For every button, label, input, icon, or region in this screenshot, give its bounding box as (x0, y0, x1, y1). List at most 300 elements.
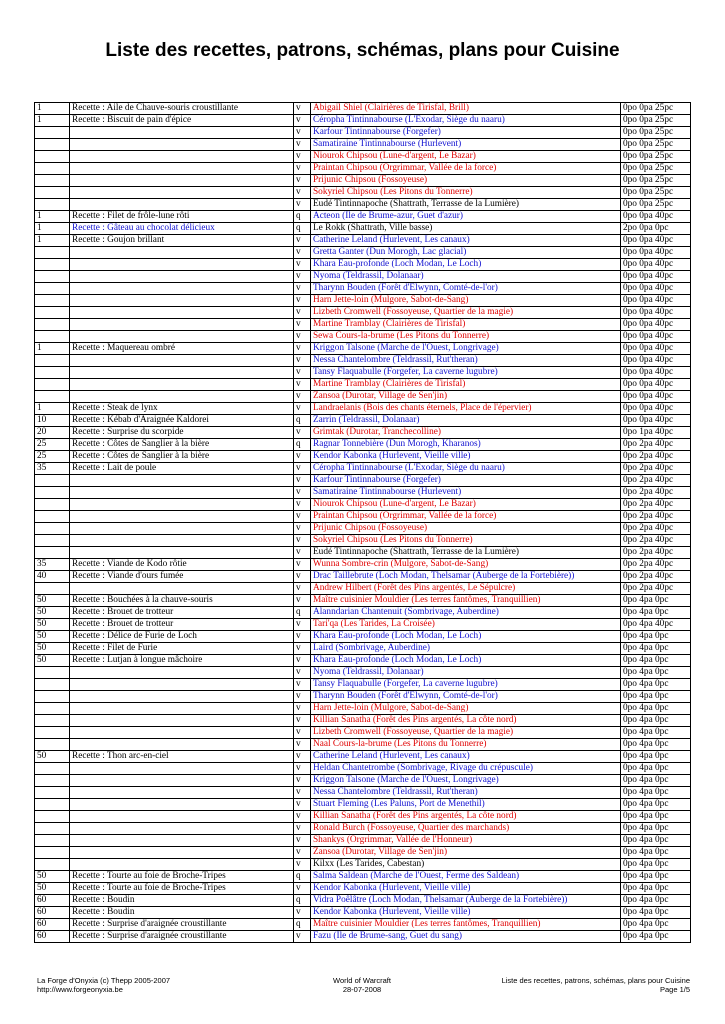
table-row (35, 271, 691, 283)
cell-type: v (294, 775, 311, 787)
table-row (35, 235, 691, 247)
cell-recipe (70, 259, 294, 271)
cell-price: 0po 4pa 0pc (621, 643, 691, 655)
cell-recipe (70, 487, 294, 499)
table-row (35, 643, 691, 655)
cell-recipe (70, 175, 294, 187)
cell-vendor: Martine Tramblay (Clairières de Tirisfal) (311, 319, 621, 331)
cell-level (35, 739, 70, 751)
cell-vendor: Khara Eau-profonde (Loch Modan, Le Loch) (311, 655, 621, 667)
cell-vendor: Landraelanis (Bois des chants éternels, Place de l'épervier) (311, 403, 621, 415)
cell-recipe (70, 151, 294, 163)
cell-type: v (294, 151, 311, 163)
table-row (35, 811, 691, 823)
cell-recipe: Recette : Surprise d'araignée croustillante (70, 919, 294, 931)
cell-type: v (294, 931, 311, 943)
cell-level (35, 175, 70, 187)
table-row (35, 487, 691, 499)
cell-vendor: Nessa Chantelombre (Teldrassil, Rut'theran) (311, 787, 621, 799)
table-row (35, 451, 691, 463)
cell-type: v (294, 139, 311, 151)
cell-recipe (70, 679, 294, 691)
cell-level (35, 703, 70, 715)
cell-price: 0po 4pa 0pc (621, 631, 691, 643)
cell-recipe (70, 811, 294, 823)
cell-recipe: Recette : Biscuit de pain d'épice (70, 115, 294, 127)
cell-level: 25 (35, 451, 70, 463)
cell-level: 35 (35, 559, 70, 571)
cell-recipe: Recette : Côtes de Sanglier à la bière (70, 451, 294, 463)
cell-vendor: Vidra Poêlâtre (Loch Modan, Thelsamar (Auberge de la Fortebière)) (311, 895, 621, 907)
cell-type: v (294, 751, 311, 763)
cell-recipe (70, 763, 294, 775)
cell-type: v (294, 427, 311, 439)
table-row (35, 655, 691, 667)
cell-recipe (70, 715, 294, 727)
table-row (35, 739, 691, 751)
cell-vendor: Zansoa (Durotar, Village de Sen'jin) (311, 391, 621, 403)
table-row (35, 103, 691, 115)
cell-level (35, 139, 70, 151)
cell-price: 0po 0pa 40pc (621, 355, 691, 367)
cell-type: v (294, 571, 311, 583)
cell-price: 0po 2pa 40pc (621, 439, 691, 451)
cell-vendor: Tharynn Bouden (Forêt d'Elwynn, Comté-de-l'or) (311, 283, 621, 295)
cell-price: 0po 4pa 0pc (621, 847, 691, 859)
cell-type: v (294, 283, 311, 295)
cell-recipe (70, 271, 294, 283)
cell-vendor: Lizbeth Cromwell (Fossoyeuse, Quartier de la magie) (311, 727, 621, 739)
cell-price: 0po 2pa 40pc (621, 487, 691, 499)
cell-price: 0po 4pa 0pc (621, 811, 691, 823)
recipe-table (34, 102, 691, 943)
table-row (35, 127, 691, 139)
cell-vendor: Nessa Chantelombre (Teldrassil, Rut'theran) (311, 355, 621, 367)
cell-type: v (294, 511, 311, 523)
cell-vendor: Kendor Kabonka (Hurlevent, Vieille ville) (311, 883, 621, 895)
cell-price: 0po 4pa 0pc (621, 751, 691, 763)
cell-type: v (294, 847, 311, 859)
cell-price: 0po 0pa 25pc (621, 127, 691, 139)
cell-price: 0po 2pa 40pc (621, 451, 691, 463)
cell-price: 0po 4pa 0pc (621, 871, 691, 883)
cell-recipe: Recette : Thon arc-en-ciel (70, 751, 294, 763)
cell-type: v (294, 667, 311, 679)
footer-doc-title: Liste des recettes, patrons, schémas, plans pour Cuisine (501, 976, 690, 985)
cell-level (35, 499, 70, 511)
table-row (35, 559, 691, 571)
cell-level: 1 (35, 235, 70, 247)
cell-type: v (294, 595, 311, 607)
cell-level (35, 679, 70, 691)
cell-type: v (294, 715, 311, 727)
cell-price: 0po 0pa 40pc (621, 367, 691, 379)
cell-type: v (294, 163, 311, 175)
cell-price: 0po 0pa 25pc (621, 103, 691, 115)
cell-level: 10 (35, 415, 70, 427)
cell-type: v (294, 235, 311, 247)
cell-price: 0po 2pa 40pc (621, 535, 691, 547)
cell-vendor: Fazu (Ile de Brume-sang, Guet du sang) (311, 931, 621, 943)
cell-type: q (294, 415, 311, 427)
cell-level (35, 523, 70, 535)
cell-vendor: Kendor Kabonka (Hurlevent, Vieille ville) (311, 907, 621, 919)
cell-price: 0po 1pa 40pc (621, 427, 691, 439)
table-row (35, 763, 691, 775)
cell-recipe (70, 499, 294, 511)
cell-level (35, 199, 70, 211)
table-row (35, 115, 691, 127)
cell-recipe (70, 139, 294, 151)
cell-vendor: Khara Eau-profonde (Loch Modan, Le Loch) (311, 631, 621, 643)
cell-price: 0po 4pa 0pc (621, 595, 691, 607)
table-row (35, 391, 691, 403)
cell-price: 0po 4pa 0pc (621, 691, 691, 703)
cell-vendor: Céropha Tintinnabourse (L'Exodar, Siège du naaru) (311, 463, 621, 475)
cell-price: 0po 4pa 0pc (621, 727, 691, 739)
cell-recipe (70, 847, 294, 859)
cell-type: v (294, 787, 311, 799)
cell-recipe (70, 667, 294, 679)
cell-level (35, 331, 70, 343)
cell-level (35, 163, 70, 175)
cell-type: v (294, 655, 311, 667)
footer-website-link[interactable]: http://www.forgeonyxia.be (37, 984, 123, 994)
cell-vendor: Maître cuisinier Mouldier (Les terres fantômes, Tranquillien) (311, 595, 621, 607)
cell-type: v (294, 115, 311, 127)
cell-price: 0po 2pa 40pc (621, 499, 691, 511)
cell-price: 0po 4pa 0pc (621, 679, 691, 691)
table-row (35, 571, 691, 583)
table-row (35, 367, 691, 379)
cell-recipe (70, 775, 294, 787)
cell-level: 50 (35, 619, 70, 631)
cell-level: 50 (35, 655, 70, 667)
cell-type: v (294, 199, 311, 211)
cell-level: 50 (35, 871, 70, 883)
cell-recipe (70, 391, 294, 403)
cell-type: v (294, 367, 311, 379)
cell-price: 0po 0pa 40pc (621, 343, 691, 355)
cell-type: q (294, 439, 311, 451)
table-row (35, 499, 691, 511)
table-row (35, 871, 691, 883)
cell-price: 0po 4pa 0pc (621, 655, 691, 667)
cell-price: 0po 0pa 25pc (621, 199, 691, 211)
cell-level: 1 (35, 343, 70, 355)
cell-vendor: Catherine Leland (Hurlevent, Les canaux) (311, 751, 621, 763)
cell-price: 0po 2pa 40pc (621, 475, 691, 487)
table-row (35, 427, 691, 439)
cell-vendor: Tansy Flaquabulle (Forgefer, La caverne lugubre) (311, 367, 621, 379)
table-row (35, 715, 691, 727)
table-row (35, 151, 691, 163)
cell-price: 0po 2pa 40pc (621, 571, 691, 583)
cell-price: 0po 0pa 40pc (621, 259, 691, 271)
cell-vendor: Maître cuisinier Mouldier (Les terres fantômes, Tranquillien) (311, 919, 621, 931)
cell-price: 0po 4pa 0pc (621, 883, 691, 895)
cell-vendor: Khara Eau-profonde (Loch Modan, Le Loch) (311, 259, 621, 271)
cell-price: 0po 2pa 40pc (621, 463, 691, 475)
cell-vendor: Laird (Sombrivage, Auberdine) (311, 643, 621, 655)
cell-type: v (294, 739, 311, 751)
cell-recipe: Recette : Aile de Chauve-souris croustillante (70, 103, 294, 115)
cell-price: 0po 0pa 25pc (621, 151, 691, 163)
cell-level (35, 547, 70, 559)
cell-type: v (294, 475, 311, 487)
table-row (35, 679, 691, 691)
cell-type: q (294, 871, 311, 883)
cell-level: 50 (35, 751, 70, 763)
cell-vendor: Acteon (Ile de Brume-azur, Guet d'azur) (311, 211, 621, 223)
cell-level (35, 583, 70, 595)
cell-vendor: Killian Sanatha (Forêt des Pins argentés, La côte nord) (311, 715, 621, 727)
cell-vendor: Kriggon Talsone (Marche de l'Ouest, Longrivage) (311, 775, 621, 787)
table-row (35, 691, 691, 703)
cell-type: v (294, 619, 311, 631)
cell-recipe: Recette : Gâteau au chocolat délicieux (70, 223, 294, 235)
cell-vendor: Nyoma (Teldrassil, Dolanaar) (311, 271, 621, 283)
cell-vendor: Kriggon Talsone (Marche de l'Ouest, Longrivage) (311, 343, 621, 355)
cell-recipe: Recette : Bouchées à la chauve-souris (70, 595, 294, 607)
cell-level: 1 (35, 211, 70, 223)
cell-price: 0po 4pa 0pc (621, 607, 691, 619)
cell-price: 0po 2pa 40pc (621, 511, 691, 523)
cell-level (35, 535, 70, 547)
cell-price: 0po 4pa 40pc (621, 619, 691, 631)
cell-level (35, 355, 70, 367)
cell-recipe (70, 307, 294, 319)
cell-price: 0po 2pa 40pc (621, 547, 691, 559)
cell-type: v (294, 799, 311, 811)
cell-level: 50 (35, 607, 70, 619)
cell-level (35, 271, 70, 283)
cell-price: 0po 0pa 40pc (621, 283, 691, 295)
cell-type: v (294, 859, 311, 871)
cell-type: v (294, 175, 311, 187)
cell-type: v (294, 403, 311, 415)
cell-level (35, 319, 70, 331)
cell-vendor: Stuart Fleming (Les Paluns, Port de Menethil) (311, 799, 621, 811)
cell-price: 0po 0pa 25pc (621, 163, 691, 175)
table-row (35, 859, 691, 871)
cell-price: 0po 2pa 40pc (621, 583, 691, 595)
cell-vendor: Kendor Kabonka (Hurlevent, Vieille ville) (311, 451, 621, 463)
cell-level (35, 787, 70, 799)
cell-type: v (294, 391, 311, 403)
cell-recipe (70, 127, 294, 139)
cell-type: v (294, 307, 311, 319)
cell-level (35, 511, 70, 523)
table-row (35, 523, 691, 535)
cell-price: 0po 0pa 40pc (621, 415, 691, 427)
cell-price: 0po 0pa 25pc (621, 187, 691, 199)
cell-level (35, 487, 70, 499)
cell-vendor: Martine Tramblay (Clairières de Tirisfal) (311, 379, 621, 391)
cell-level (35, 823, 70, 835)
cell-type: v (294, 763, 311, 775)
cell-level: 40 (35, 571, 70, 583)
cell-level (35, 475, 70, 487)
table-row (35, 907, 691, 919)
cell-type: v (294, 187, 311, 199)
cell-type: v (294, 103, 311, 115)
cell-vendor: Praintan Chipsou (Orgrimmar, Vallée de la force) (311, 511, 621, 523)
cell-recipe: Recette : Boudin (70, 907, 294, 919)
table-row (35, 139, 691, 151)
cell-price: 0po 0pa 25pc (621, 175, 691, 187)
cell-type: q (294, 223, 311, 235)
cell-type: v (294, 823, 311, 835)
cell-price: 0po 2pa 40pc (621, 523, 691, 535)
cell-level: 35 (35, 463, 70, 475)
cell-vendor: Shankys (Orgrimmar, Vallée de l'Honneur) (311, 835, 621, 847)
cell-level: 1 (35, 115, 70, 127)
page-title: Liste des recettes, patrons, schémas, plans pour Cuisine (105, 40, 620, 61)
cell-type: v (294, 331, 311, 343)
cell-level (35, 259, 70, 271)
cell-price: 0po 4pa 0pc (621, 763, 691, 775)
table-row (35, 775, 691, 787)
cell-level: 50 (35, 643, 70, 655)
cell-type: v (294, 583, 311, 595)
cell-level: 1 (35, 103, 70, 115)
cell-recipe (70, 799, 294, 811)
cell-vendor: Drac Taillebrute (Loch Modan, Thelsamar (Auberge de la Fortebière)) (311, 571, 621, 583)
cell-price: 0po 4pa 0pc (621, 787, 691, 799)
cell-vendor: Tansy Flaquabulle (Forgefer, La caverne lugubre) (311, 679, 621, 691)
cell-vendor: Wunna Sombre-crin (Mulgore, Sabot-de-Sang) (311, 559, 621, 571)
cell-type: v (294, 679, 311, 691)
cell-vendor: Ronald Burch (Fossoyeuse, Quartier des marchands) (311, 823, 621, 835)
cell-vendor: Abigail Shiel (Clairières de Tirisfal, Brill) (311, 103, 621, 115)
cell-recipe: Recette : Brouet de trotteur (70, 607, 294, 619)
cell-recipe: Recette : Tourte au foie de Broche-Tripes (70, 883, 294, 895)
cell-level: 25 (35, 439, 70, 451)
cell-type: v (294, 247, 311, 259)
cell-price: 0po 0pa 40pc (621, 331, 691, 343)
cell-type: q (294, 607, 311, 619)
cell-level: 60 (35, 919, 70, 931)
cell-level (35, 835, 70, 847)
cell-vendor: Nyoma (Teldrassil, Dolanaar) (311, 667, 621, 679)
cell-vendor: Killian Sanatha (Forêt des Pins argentés, La côte nord) (311, 811, 621, 823)
cell-recipe (70, 703, 294, 715)
footer-page-number: Page 1/5 (659, 984, 690, 994)
cell-level (35, 187, 70, 199)
cell-vendor: Prijunic Chipsou (Fossoyeuse) (311, 175, 621, 187)
cell-recipe: Recette : Brouet de trotteur (70, 619, 294, 631)
cell-vendor: Zansoa (Durotar, Village de Sen'jin) (311, 847, 621, 859)
cell-price: 0po 4pa 0pc (621, 703, 691, 715)
cell-recipe (70, 787, 294, 799)
cell-type: v (294, 271, 311, 283)
table-row (35, 439, 691, 451)
cell-recipe (70, 187, 294, 199)
cell-recipe: Recette : Filet de Furie (70, 643, 294, 655)
cell-level (35, 691, 70, 703)
cell-level (35, 763, 70, 775)
cell-vendor: Naal Cours-la-brume (Les Pitons du Tonnerre) (311, 739, 621, 751)
cell-level: 60 (35, 931, 70, 943)
cell-type: v (294, 295, 311, 307)
cell-recipe (70, 295, 294, 307)
cell-level (35, 247, 70, 259)
cell-vendor: Tari'qa (Les Tarides, La Croisée) (311, 619, 621, 631)
cell-price: 0po 4pa 0pc (621, 667, 691, 679)
cell-price: 0po 4pa 0pc (621, 739, 691, 751)
footer-right (502, 977, 690, 994)
cell-level (35, 295, 70, 307)
cell-recipe (70, 727, 294, 739)
cell-price: 0po 0pa 40pc (621, 211, 691, 223)
table-row (35, 415, 691, 427)
cell-level (35, 811, 70, 823)
cell-level: 50 (35, 631, 70, 643)
footer-center (262, 977, 462, 994)
cell-recipe: Recette : Délice de Furie de Loch (70, 631, 294, 643)
cell-price: 0po 0pa 40pc (621, 403, 691, 415)
cell-type: q (294, 919, 311, 931)
recipe-table-body (35, 103, 691, 943)
cell-type: v (294, 319, 311, 331)
cell-price: 0po 4pa 0pc (621, 931, 691, 943)
cell-recipe (70, 379, 294, 391)
cell-vendor: Karfour Tintinnabourse (Forgefer) (311, 127, 621, 139)
cell-level: 20 (35, 427, 70, 439)
table-row (35, 343, 691, 355)
table-row (35, 175, 691, 187)
cell-price: 2po 0pa 0pc (621, 223, 691, 235)
table-row (35, 355, 691, 367)
cell-vendor: Karfour Tintinnabourse (Forgefer) (311, 475, 621, 487)
cell-price: 0po 0pa 25pc (621, 115, 691, 127)
cell-recipe (70, 319, 294, 331)
cell-level (35, 847, 70, 859)
cell-recipe (70, 199, 294, 211)
table-row (35, 883, 691, 895)
cell-price: 0po 0pa 40pc (621, 319, 691, 331)
table-row (35, 823, 691, 835)
cell-type: v (294, 727, 311, 739)
table-row (35, 187, 691, 199)
cell-vendor: Samatiraine Tintinnabourse (Hurlevent) (311, 139, 621, 151)
footer-left (37, 977, 170, 994)
cell-recipe (70, 511, 294, 523)
cell-type: v (294, 499, 311, 511)
cell-price: 0po 4pa 0pc (621, 775, 691, 787)
cell-vendor: Salma Saldean (Marche de l'Ouest, Ferme des Saldean) (311, 871, 621, 883)
cell-vendor: Andrew Hilbert (Forêt des Pins argentés, Le Sépulcre) (311, 583, 621, 595)
table-row (35, 403, 691, 415)
table-row (35, 295, 691, 307)
cell-vendor: Sokyriel Chipsou (Les Pitons du Tonnerre) (311, 535, 621, 547)
cell-price: 0po 4pa 0pc (621, 859, 691, 871)
cell-type: v (294, 835, 311, 847)
table-row (35, 787, 691, 799)
table-row (35, 583, 691, 595)
cell-price: 0po 0pa 40pc (621, 295, 691, 307)
cell-price: 0po 0pa 40pc (621, 307, 691, 319)
cell-type: q (294, 211, 311, 223)
cell-vendor: Niourok Chipsou (Lune-d'argent, Le Bazar) (311, 151, 621, 163)
cell-recipe: Recette : Tourte au foie de Broche-Tripes (70, 871, 294, 883)
cell-type: v (294, 559, 311, 571)
cell-recipe (70, 523, 294, 535)
cell-vendor: Samatiraine Tintinnabourse (Hurlevent) (311, 487, 621, 499)
cell-level: 60 (35, 907, 70, 919)
table-row (35, 607, 691, 619)
